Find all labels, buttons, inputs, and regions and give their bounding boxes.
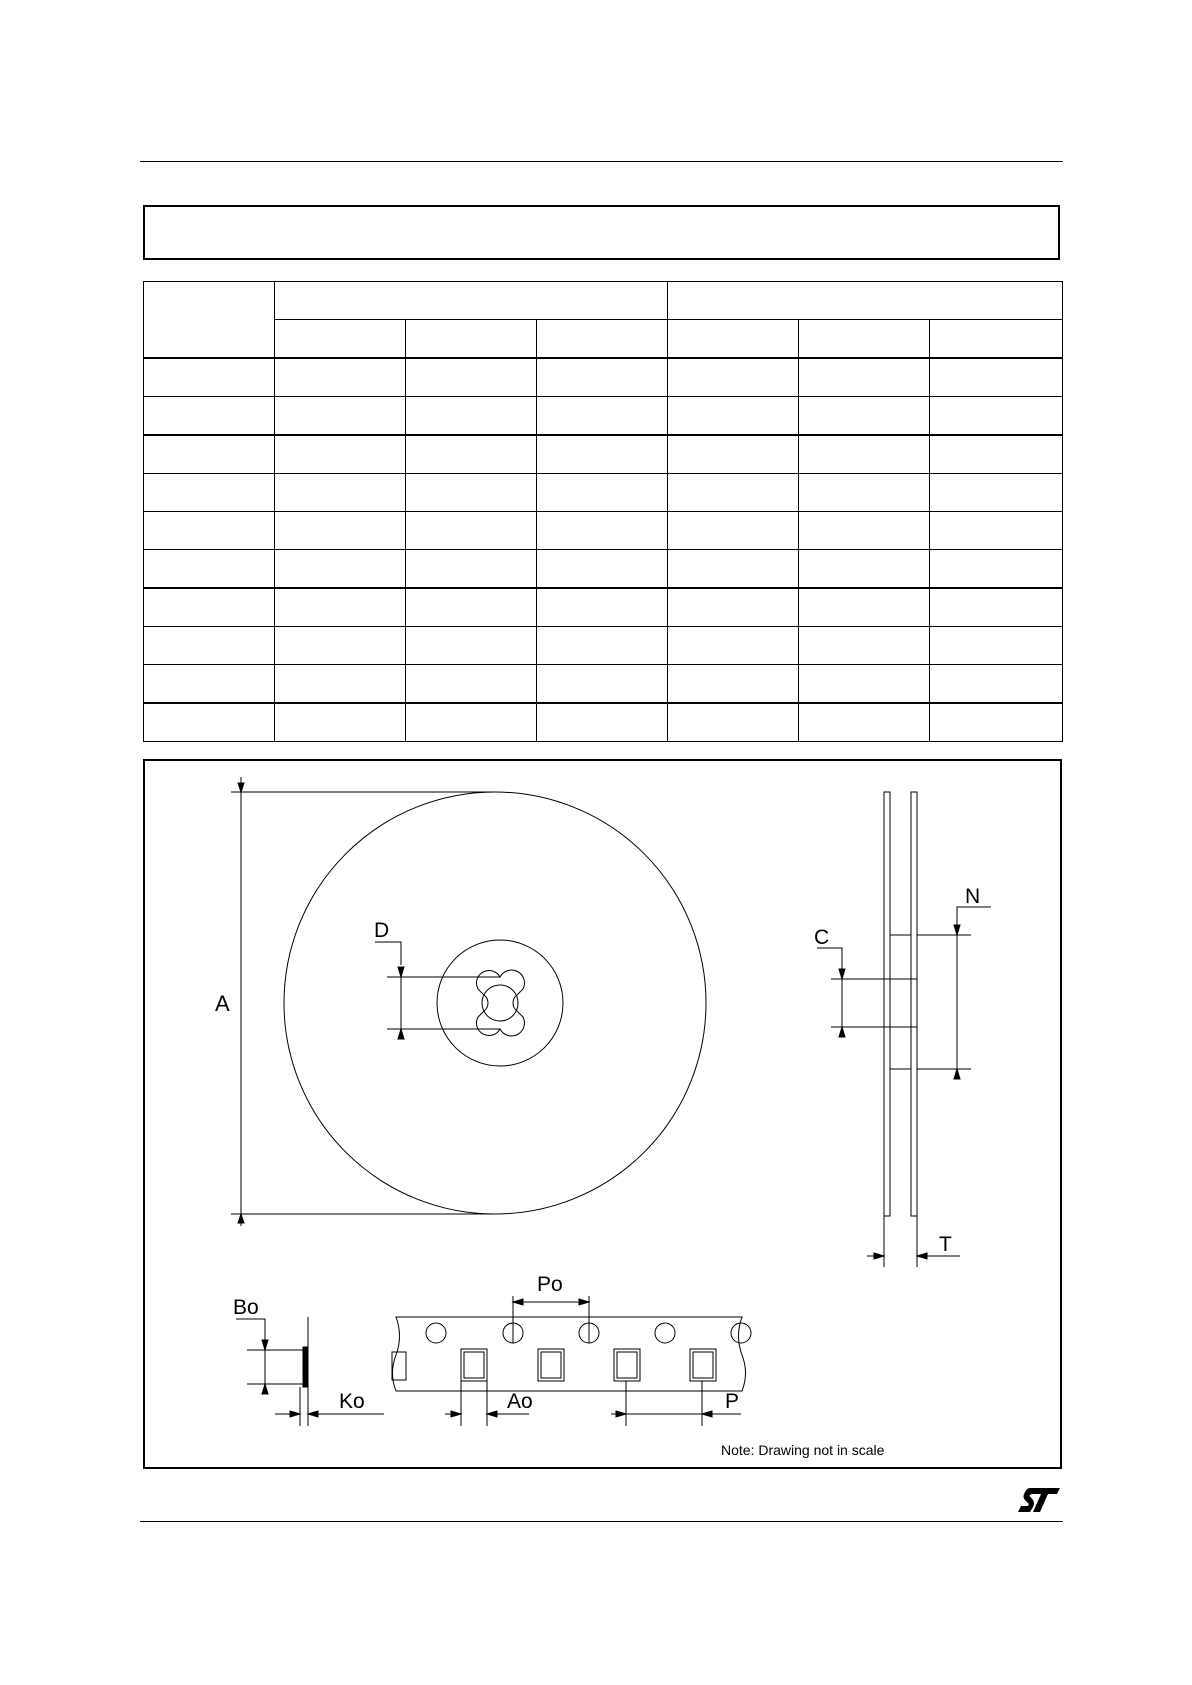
label-C: C [814, 926, 830, 949]
table-cell [799, 550, 930, 588]
table-cell [799, 626, 930, 664]
reel-side-flange-left [884, 792, 890, 1216]
tape-pocket [461, 1349, 487, 1381]
table-cell [668, 665, 799, 703]
table-cell [144, 665, 275, 703]
table-header-cell [406, 320, 537, 358]
header-rule [140, 161, 1063, 162]
table-cell [930, 703, 1063, 741]
table-header-cell [275, 282, 668, 320]
table-cell [406, 396, 537, 434]
table-cell [930, 358, 1063, 396]
table-header-cell [537, 320, 668, 358]
table-cell [799, 435, 930, 473]
table-cell [537, 396, 668, 434]
table-cell [537, 588, 668, 626]
table-cell [144, 550, 275, 588]
table-row [144, 588, 1063, 626]
table-row [144, 358, 1063, 396]
table-cell [930, 588, 1063, 626]
table-cell [537, 550, 668, 588]
table-cell [799, 511, 930, 549]
sprocket-hole [655, 1323, 675, 1343]
table-header-cell [275, 320, 406, 358]
table-cell [144, 396, 275, 434]
table-cell [799, 588, 930, 626]
table-cell [275, 358, 406, 396]
reel-tape-drawing [143, 759, 1062, 1469]
table-cell [537, 665, 668, 703]
footer-rule [140, 1521, 1063, 1522]
table-cell [930, 473, 1063, 511]
table-cell [406, 511, 537, 549]
table-cell [668, 550, 799, 588]
table-cell [406, 626, 537, 664]
sprocket-hole [426, 1323, 446, 1343]
tape-side-section [265, 1350, 303, 1384]
table-cell [930, 396, 1063, 434]
table-cell [668, 435, 799, 473]
table-row [144, 396, 1063, 434]
table-cell [406, 358, 537, 396]
label-D: D [374, 919, 390, 942]
table-header-cell [668, 320, 799, 358]
reel-side-flange-right [911, 792, 917, 1216]
table-cell [930, 511, 1063, 549]
label-Ko: Ko [339, 1390, 365, 1413]
sprocket-hole [731, 1323, 751, 1343]
table-cell [930, 626, 1063, 664]
table-row [144, 550, 1063, 588]
table-cell [144, 358, 275, 396]
table-cell [668, 626, 799, 664]
reel-outer-circle [284, 792, 706, 1214]
reel-hub-circle [437, 940, 563, 1066]
table-cell [930, 550, 1063, 588]
spindle-hole [476, 970, 524, 1036]
table-cell [799, 358, 930, 396]
label-T: T [939, 1233, 952, 1256]
table-cell [537, 511, 668, 549]
table-cell [144, 626, 275, 664]
label-N: N [965, 885, 981, 908]
table-cell [799, 665, 930, 703]
tape-pocket [538, 1349, 564, 1381]
table-cell [275, 396, 406, 434]
table-cell [406, 703, 537, 741]
table-cell [668, 511, 799, 549]
table-cell [406, 550, 537, 588]
table-cell [275, 511, 406, 549]
table-cell [537, 473, 668, 511]
table-cell [144, 511, 275, 549]
st-logo-icon [1016, 1486, 1062, 1519]
label-A: A [215, 991, 230, 1016]
drawing-note: Note: Drawing not in scale [721, 1442, 885, 1458]
table-cell [275, 703, 406, 741]
table-cell [406, 588, 537, 626]
label-P: P [725, 1390, 740, 1413]
table-row [144, 665, 1063, 703]
table-cell [930, 435, 1063, 473]
table-title-box [143, 205, 1060, 260]
table-row [144, 703, 1063, 741]
tape-pocket [690, 1349, 716, 1381]
dimensions-table [143, 281, 1063, 742]
label-Po: Po [537, 1273, 563, 1296]
tape-pocket [392, 1352, 406, 1380]
table-cell [537, 626, 668, 664]
table-cell [537, 435, 668, 473]
table-header-cell [144, 282, 275, 359]
table-cell [406, 665, 537, 703]
label-Bo: Bo [233, 1296, 259, 1319]
table-cell [275, 626, 406, 664]
tape-pocket [614, 1349, 640, 1381]
table-row [144, 511, 1063, 549]
table-cell [275, 473, 406, 511]
table-cell [799, 473, 930, 511]
table-cell [144, 703, 275, 741]
table-cell [668, 703, 799, 741]
table-header-cell [930, 320, 1063, 358]
reel-drawing-svg [145, 761, 1064, 1471]
table-cell [144, 435, 275, 473]
table-cell [537, 703, 668, 741]
table-cell [144, 588, 275, 626]
table-cell [668, 358, 799, 396]
table-cell [668, 473, 799, 511]
table-cell [668, 588, 799, 626]
table-row [144, 473, 1063, 511]
table-cell [799, 396, 930, 434]
table-cell [668, 396, 799, 434]
table-subheader-row [144, 320, 1063, 358]
table-row [144, 626, 1063, 664]
table-row [144, 435, 1063, 473]
table-cell [537, 358, 668, 396]
table-cell [275, 665, 406, 703]
table-header-cell [668, 282, 1063, 320]
table-cell [144, 473, 275, 511]
table-cell [799, 703, 930, 741]
table-cell [406, 473, 537, 511]
table-header-row [144, 282, 1063, 320]
table-cell [930, 665, 1063, 703]
table-cell [275, 588, 406, 626]
label-Ao: Ao [507, 1390, 533, 1413]
table-cell [275, 550, 406, 588]
table-header-cell [799, 320, 930, 358]
table-cell [406, 435, 537, 473]
table-cell [275, 435, 406, 473]
